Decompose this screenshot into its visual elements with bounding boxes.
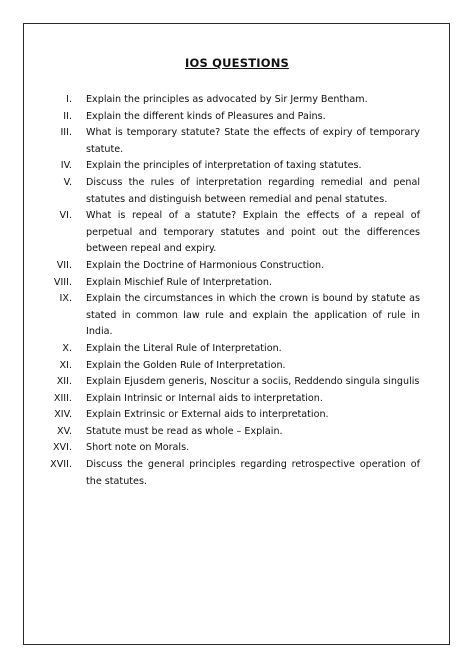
question-item	[40, 358, 420, 375]
question-numeral: VI.	[59, 210, 72, 222]
question-text: Explain the circumstances in which the crown is bound by statute as stated in common law rule and explain the application of rule in India.	[86, 293, 420, 338]
question-item	[40, 275, 420, 292]
question-numeral: V.	[63, 176, 72, 188]
question-numeral: III.	[60, 127, 72, 139]
question-item	[40, 374, 420, 391]
question-text: What is repeal of a statute? Explain the effects of a repeal of perpetual and temporary statutes and point out the differences between repeal and expiry.	[86, 210, 420, 255]
question-numeral: XIII.	[53, 392, 72, 404]
question-item	[40, 258, 420, 275]
question-item	[40, 208, 420, 258]
question-item	[40, 109, 420, 126]
question-text: Explain Intrinsic or Internal aids to interpretation.	[86, 392, 323, 404]
question-list	[40, 92, 420, 490]
question-item	[40, 175, 420, 208]
question-numeral: VII.	[56, 259, 72, 271]
question-numeral: XIV.	[54, 409, 72, 421]
question-item	[40, 291, 420, 341]
question-text: Explain Mischief Rule of Interpretation.	[86, 276, 273, 288]
question-numeral: I.	[66, 94, 72, 105]
question-item	[40, 158, 420, 175]
question-numeral: X.	[62, 342, 72, 354]
question-item	[40, 125, 420, 158]
question-item	[40, 457, 420, 490]
question-numeral: XVII.	[50, 459, 72, 471]
question-item	[40, 424, 420, 441]
question-numeral: XV.	[57, 425, 72, 437]
question-text: Explain Extrinsic or External aids to interpretation.	[86, 409, 329, 421]
question-item	[40, 407, 420, 424]
document-title: IOS QUESTIONS	[185, 56, 289, 70]
question-text: Discuss the general principles regarding retrospective operation of the statutes.	[86, 459, 420, 487]
question-text: Explain the principles as advocated by Sir Jermy Bentham.	[86, 94, 368, 105]
question-numeral: VIII.	[53, 276, 72, 288]
question-item	[40, 341, 420, 358]
question-text: Explain the Literal Rule of Interpretation.	[86, 342, 282, 354]
question-item	[40, 391, 420, 408]
question-item	[40, 440, 420, 457]
question-text: Statute must be read as whole – Explain.	[86, 425, 283, 437]
question-text: Explain Ejusdem generis, Noscitur a sociis, Reddendo singula singulis	[86, 376, 420, 388]
question-numeral: II.	[63, 110, 72, 122]
question-numeral: IX.	[59, 293, 72, 305]
question-text: Explain the different kinds of Pleasures and Pains.	[86, 110, 326, 122]
question-numeral: XI.	[59, 359, 72, 371]
question-numeral: IV.	[60, 160, 72, 172]
question-numeral: XII.	[56, 376, 72, 388]
question-text: What is temporary statute? State the effects of expiry of temporary statute.	[86, 127, 420, 155]
question-numeral: XVI.	[52, 442, 72, 454]
question-text: Explain the Doctrine of Harmonious Construction.	[86, 259, 325, 271]
question-text: Discuss the rules of interpretation regarding remedial and penal statutes and distinguish between remedial and penal statutes.	[86, 176, 420, 205]
question-text: Short note on Morals.	[86, 442, 190, 454]
question-item	[40, 92, 420, 109]
question-text: Explain the Golden Rule of Interpretation.	[86, 359, 286, 371]
question-text: Explain the principles of interpretation of taxing statutes.	[86, 160, 362, 172]
